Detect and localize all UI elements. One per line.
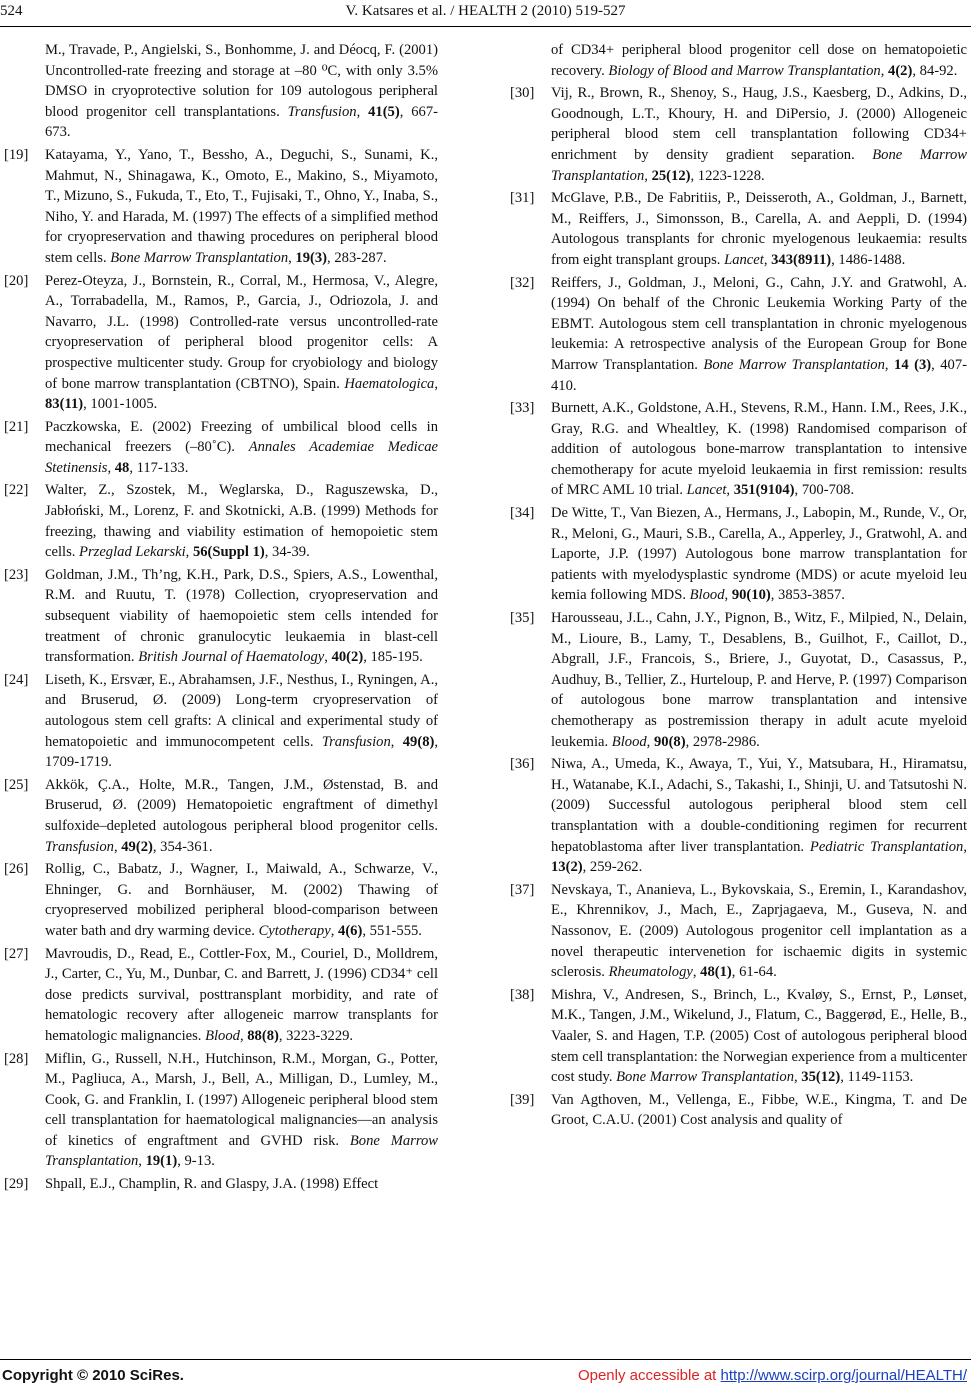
reference-text — [551, 503, 967, 606]
citation-text: , 185-195. — [363, 649, 423, 666]
reference-number: [30] — [510, 85, 535, 102]
reference-number: [36] — [510, 756, 535, 773]
reference-number: [32] — [510, 274, 535, 291]
citation-text: De Witte, T., Van Biezen, A., Hermans, J., Labopin, M., Runde, V., Or, R., Meloni, G., Mauri, S.B., Carella, A., Apperley, J., Gratwohl, A. and Laporte, J.P. (1997) Autologous bone marrow transplantation for patients with myelodysplastic syndrome (MDS) or acute myeloid leu kemia following MDS. — [551, 505, 967, 604]
volume-issue: 4(6) — [338, 922, 363, 939]
reference-text — [45, 1174, 438, 1195]
volume-issue: 49(8) — [402, 733, 435, 750]
reference-number: [22] — [4, 482, 29, 499]
citation-text: Reiffers, J., Goldman, J., Meloni, G., Cahn, J.Y. and Gratwohl, A. (1994) On behalf of the Chronic Leukemia Working Party of the EBMT. Autologous stem cell transplantation in chronic myelogenous leukemia: A retrospective analysis of the European Group for Bone Marrow Transplantation. — [551, 274, 967, 373]
citation-text: , 1709-1719. — [45, 733, 439, 771]
volume-issue: 56(Suppl 1) — [192, 544, 265, 561]
citation-text: , 34-39. — [264, 544, 310, 561]
volume-issue: 19(1) — [145, 1153, 178, 1170]
reference-text — [45, 670, 438, 773]
citation-text: M., Travade, P., Angielski, S., Bonhomme, J. and Déocq, F. (2001) Uncontrolled-rate freezing and storage at –80 ⁰C, with only 3.5% DMSO in cryoprotective solution for 109 autologous peripheral blood progenitor cell transplantations. — [45, 42, 438, 120]
journal-title: Cytotherapy — [258, 922, 331, 939]
reference-list — [510, 83, 967, 1131]
citation-text: Walter, Z., Szostek, M., Weglarska, D., Raguszewska, D., Jabłoński, M., Lorenz, F. and Skotnicki, A.B. (1999) Methods for freezing, thawing and viability estimation of hemopoietic stem cells. — [45, 482, 438, 561]
open-access-note — [578, 1367, 967, 1384]
reference-number: [21] — [4, 418, 29, 435]
reference-entry — [4, 271, 438, 415]
citation-text: , — [726, 482, 734, 499]
journal-title: Transfusion — [321, 733, 391, 750]
citation-text: , — [138, 1153, 146, 1170]
volume-issue: 19(3) — [295, 249, 328, 266]
citation-text: , — [644, 167, 652, 184]
reference-entry — [4, 670, 438, 773]
citation-text: Akkök, Ç.A., Holte, M.R., Tangen, J.M., Østenstad, B. and Bruserud, Ø. (2009) Hematopoietic engraftment of dimethyl sulfoxide–depleted autologous peripheral blood progenitor cells. — [45, 776, 438, 834]
journal-title: Bone Marrow Transplantation — [45, 1132, 439, 1170]
reference-number: [31] — [510, 190, 535, 207]
citation-text: , — [107, 459, 115, 476]
citation-text: Harousseau, J.L., Cahn, J.Y., Pignon, B., Witz, F., Milpied, N., Delain, M., Lioure, B., Lamy, T., Desablens, B., Guilhot, F., Caillot, D., Abgrall, J.F., Francois, S., Briere, J., Guyotat, D., Casassus, P., Audhuy, B., Tellier, Z., Hurteloup, P. and Herve, P. (1997) Comparison of autologous bone marrow transplantation and intensive chemotherapy as postremission therapy in adult acute myeloid leukemia. — [551, 610, 967, 750]
reference-text — [551, 608, 967, 752]
reference-number: [34] — [510, 505, 535, 522]
right-column — [510, 40, 967, 1133]
citation-text: , — [884, 356, 895, 373]
citation-text: , 3223-3229. — [278, 1027, 354, 1044]
reference-text — [45, 859, 438, 941]
citation-text: , 667-673. — [45, 103, 438, 141]
reference-entry — [510, 880, 967, 983]
citation-text: , — [330, 922, 339, 939]
journal-title: Bone Marrow Transplantation — [703, 356, 885, 373]
citation-text: , — [763, 251, 772, 268]
citation-text: , — [646, 733, 654, 750]
citation-text: , 9-13. — [177, 1153, 215, 1170]
reference-number: [37] — [510, 881, 535, 898]
journal-title: Bone Marrow Transplantation — [551, 146, 968, 184]
copyright-notice: Copyright © 2010 SciRes. — [2, 1367, 184, 1384]
reference-entry — [510, 608, 967, 752]
reference-number: [38] — [510, 986, 535, 1003]
open-access-label: Openly accessible at — [577, 1367, 721, 1384]
reference-text — [45, 1049, 438, 1173]
reference-entry — [4, 565, 438, 668]
journal-title: Transfusion — [45, 838, 114, 855]
reference-text — [45, 417, 438, 479]
citation-text: Mishra, V., Andresen, S., Brinch, L., Kvaløy, S., Ernst, P., Lønset, M.K., Tangen, J.M., Wikelund, J., Flatum, C., Baggerød, E., Helle, B., Vaaler, S. and Hagen, T.P. (2005) Cost of autologous peripheral blood stem cell transplantation: the Norwegian experience from a multicenter cost study. — [551, 986, 967, 1086]
journal-title: Bone Marrow Transplantation — [110, 249, 289, 266]
citation-text: , 61-64. — [731, 964, 777, 981]
reference-text — [551, 398, 967, 501]
volume-issue: 48(1) — [700, 964, 732, 981]
citation-text: of CD34+ peripheral blood progenitor cell dose on hematopoietic recovery. — [551, 42, 967, 79]
header-rule — [0, 26, 971, 27]
citation-text: Shpall, E.J., Champlin, R. and Glaspy, J.A. (1998) Effect — [45, 1176, 379, 1193]
volume-issue: 13(2) — [551, 859, 583, 876]
volume-issue: 14 (3) — [894, 356, 932, 373]
citation-text: Rollig, C., Babatz, J., Wagner, I., Maiwald, A., Schwarze, V., Ehninger, G. and Bornhäuser, M. (2002) Thawing of cryopreserved mobilized peripheral blood-comparison between water bath and dry warming device. — [45, 861, 438, 939]
citation-text: Vij, R., Brown, R., Shenoy, S., Haug, J.S., Kaesberg, D., Adkins, D., Goodnough, L.T., Khoury, H. and DiPersio, J. (2000) Allogeneic peripheral blood stem cell transplantation following CD34+ enrichment by density gradient separation. — [551, 85, 967, 163]
reference-text — [551, 754, 967, 878]
reference-continuation — [4, 40, 438, 143]
journal-title: Biology of Blood and Marrow Transplantation — [608, 62, 881, 79]
citation-text: , 3853-3857. — [770, 587, 845, 604]
running-head: V. Katsares et al. / HEALTH 2 (2010) 519-527 — [345, 3, 626, 19]
citation-text: , — [185, 544, 193, 561]
reference-number: [25] — [4, 776, 29, 793]
journal-title: Rheumatology — [608, 964, 693, 981]
citation-text: Burnett, A.K., Goldstone, A.H., Stevens, R.M., Hann. I.M., Rees, J.K., Gray, R.G. and Whealtley, K. (1998) Randomised comparison of addition of autologous bone-marrow transplantation to intensive chemotherapy for acute myeloid leukaemia in first remission: results of MRC AML 10 trial. — [551, 400, 967, 499]
citation-text: , — [288, 249, 296, 266]
citation-text: , — [692, 964, 701, 981]
citation-text: , 551-555. — [362, 922, 422, 939]
reference-entry — [4, 480, 438, 562]
reference-number: [29] — [4, 1176, 29, 1193]
volume-issue: 4(2) — [888, 62, 913, 79]
volume-issue: 343(8911) — [771, 251, 832, 268]
volume-issue: 40(2) — [331, 649, 364, 666]
journal-title: Lancet — [686, 482, 727, 499]
citation-text: , — [724, 587, 732, 604]
citation-text: , 1486-1488. — [831, 251, 906, 268]
reference-entry — [510, 503, 967, 606]
reference-number: [24] — [4, 671, 29, 688]
reference-entry — [4, 775, 438, 857]
citation-text: Nevskaya, T., Ananieva, L., Bykovskaia, S., Eremin, I., Karandashov, E., Khrennikov, J., Mach, E., Zaprjagaeva, M., Guseva, N. and Nassonov, E. (2009) Autologous progenitor cell implantation as a novel therapeutic intervenetion for ischaemic digits in systemic sclerosis. — [551, 881, 967, 981]
journal-title: Bone Marrow Transplantation — [616, 1069, 794, 1086]
citation-text: Mavroudis, D., Read, E., Cottler-Fox, M., Couriel, D., Molldrem, J., Carter, C., Yu, M., Dunbar, C. and Barrett, J. (1996) CD34⁺ cell dose predicts survival, posttransplant morbidity, and rate of hematologic recovery after allogeneic marrow transplants for hematologic malignancies. — [45, 945, 438, 1044]
reference-list — [4, 145, 438, 1195]
reference-entry — [510, 985, 967, 1088]
reference-entry — [4, 859, 438, 941]
reference-text — [45, 775, 438, 857]
citation-text: Liseth, K., Ersvær, E., Abrahamsen, J.F., Nesthus, I., Ryningen, A., and Bruserud, Ø. (2009) Long-term cryopreservation of autologous stem cell grafts: A clinical and experimental study of hematopoietic and immunocompetent cells. — [45, 671, 438, 750]
reference-text — [45, 480, 438, 562]
reference-number: [28] — [4, 1050, 29, 1067]
reference-number: [23] — [4, 566, 29, 583]
citation-text: , 1149-1153. — [840, 1069, 914, 1086]
citation-text: McGlave, P.B., De Fabritiis, P., Deisseroth, A., Goldman, J., Barnett, M., Reiffers, J., Simonsson, B., Carella, A. and Aeppli, D. (1994) Autologous transplants for chronic myelogenous leukaemia: results from eight transplant groups. — [551, 190, 967, 268]
journal-title: Blood — [689, 587, 725, 604]
citation-text: , — [434, 375, 438, 392]
citation-text: , 259-262. — [582, 859, 643, 876]
volume-issue: 25(12) — [651, 167, 691, 184]
volume-issue: 90(10) — [731, 587, 771, 604]
reference-entry — [4, 417, 438, 479]
reference-entry — [4, 1049, 438, 1173]
reference-text — [45, 145, 438, 269]
journal-link[interactable]: http://www.scirp.org/journal/HEALTH/ — [720, 1367, 967, 1384]
reference-text — [45, 271, 438, 415]
reference-entry — [510, 1090, 967, 1131]
reference-text — [45, 565, 438, 668]
volume-issue: 41(5) — [368, 103, 400, 120]
reference-number: [39] — [510, 1091, 535, 1108]
volume-issue: 83(11) — [45, 396, 84, 413]
volume-issue: 88(8) — [247, 1027, 279, 1044]
footer-rule — [0, 1359, 971, 1360]
reference-entry — [4, 1174, 438, 1195]
volume-issue: 49(2) — [121, 838, 153, 855]
citation-text: Katayama, Y., Yano, T., Bessho, A., Deguchi, S., Sunami, K., Mahmut, N., Shinagawa, K., Omoto, E., Makino, S., Miyamoto, T., Mizuno, S., Fukuda, T., Eto, T., Fujisaki, T., Ohno, Y., Inaba, S., Niho, Y. and Harada, M. (1997) The effects of a simplified method for cryopreservation and thawing procedures on peripheral blood stem cells. — [45, 146, 438, 266]
journal-title: British Journal of Haematology — [138, 649, 325, 666]
journal-title: Blood — [205, 1027, 240, 1044]
volume-issue: 351(9104) — [733, 482, 795, 499]
citation-text: , 84-92. — [912, 62, 958, 79]
reference-text — [45, 944, 438, 1047]
citation-text: , 117-133. — [129, 459, 189, 476]
citation-text: , 283-287. — [327, 249, 387, 266]
reference-text — [551, 83, 967, 186]
journal-title: Przeglad Lekarski — [79, 544, 186, 561]
reference-text — [551, 273, 967, 397]
citation-text: , — [390, 733, 403, 750]
citation-text: , 407-410. — [551, 356, 967, 394]
reference-text — [551, 985, 967, 1088]
reference-entry — [510, 273, 967, 397]
reference-entry — [510, 188, 967, 270]
citation-text: Niwa, A., Umeda, K., Awaya, T., Yui, Y., Matsubara, H., Hiramatsu, H., Watanabe, K.I., Adachi, S., Takashi, I., Shinji, U. and Tatsutoshi N. (2009) Successful autologous peripheral blood stem cell transplantation with a double-conditioning regimen for recurrent hepatoblastoma after liver transplantation. — [551, 756, 967, 855]
citation-text: , 700-708. — [794, 482, 855, 499]
journal-title: Pediatric Transplantation — [809, 838, 964, 855]
reference-number: [27] — [4, 945, 29, 962]
citation-text: , — [963, 838, 967, 855]
reference-continuation — [510, 40, 967, 81]
reference-entry — [510, 83, 967, 186]
citation-text: , — [324, 649, 332, 666]
citation-text: Goldman, J.M., Th’ng, K.H., Park, D.S., Spiers, A.S., Lowenthal, R.M. and Ruutu, T. (1978) Collection, cryopreservation and subsequent viability of haemopoietic stem cells intended for treatment of chronic granulocytic leukaemia in blast-cell transformation. — [45, 566, 438, 666]
citation-text: , — [356, 103, 369, 120]
journal-title: Transfusion — [287, 103, 357, 120]
reference-number: [26] — [4, 861, 29, 878]
reference-text — [551, 188, 967, 270]
reference-number: [20] — [4, 272, 29, 289]
citation-text: Van Agthoven, M., Vellenga, E., Fibbe, W.E., Kingma, T. and De Groot, C.A.U. (2001) Cost analysis and quality of — [551, 1091, 967, 1129]
journal-title: Lancet — [724, 251, 764, 268]
citation-text: , 1001-1005. — [83, 396, 158, 413]
journal-title: Blood — [611, 733, 647, 750]
journal-title: Haematologica — [344, 375, 435, 392]
reference-number: [35] — [510, 610, 535, 627]
page-number: 524 — [0, 3, 23, 19]
journal-title: Annales Academiae Medicae Stetinensis — [45, 439, 438, 476]
reference-text — [551, 1090, 967, 1131]
citation-text: , 354-361. — [152, 838, 213, 855]
volume-issue: 90(8) — [653, 733, 686, 750]
citation-text: , — [239, 1027, 248, 1044]
citation-text: , — [880, 62, 889, 79]
citation-text: , — [794, 1069, 802, 1086]
reference-entry — [4, 145, 438, 269]
reference-entry — [510, 754, 967, 878]
citation-text: Paczkowska, E. (2002) Freezing of umbilical blood cells in mechanical freezers (–80˚C). — [45, 418, 438, 456]
reference-text — [551, 880, 967, 983]
citation-text: , 1223-1228. — [690, 167, 765, 184]
volume-issue: 48 — [114, 459, 130, 476]
citation-text: Perez-Oteyza, J., Bornstein, R., Corral, M., Hermosa, V., Alegre, A., Torrabadella, M., Ramos, P., Garcia, J., Odriozola, J. and Navarro, J.L. (1998) Controlled-rate versus uncontrolled-rate cryopreservation of peripheral blood progenitor cells: A prospective multicenter study. Group for cryobiology and biology of bone marrow transplantation (CBTNO), Spain. — [45, 272, 438, 392]
reference-entry — [4, 944, 438, 1047]
citation-text: Miflin, G., Russell, N.H., Hutchinson, R.M., Morgan, G., Potter, M., Pagliuca, A., Marsh, J., Bell, A., Milligan, D., Lumley, M., Cook, G. and Franklin, I. (1997) Allogeneic peripheral blood stem cell transplantation for haematological malignancies—an analysis of kinetics of engraftment and GVHD risk. — [45, 1050, 438, 1149]
reference-number: [19] — [4, 146, 29, 163]
reference-entry — [510, 398, 967, 501]
citation-text: , 2978-2986. — [685, 733, 760, 750]
reference-number: [33] — [510, 400, 535, 417]
left-column — [4, 40, 438, 1197]
citation-text: , — [113, 838, 122, 855]
volume-issue: 35(12) — [801, 1069, 841, 1086]
